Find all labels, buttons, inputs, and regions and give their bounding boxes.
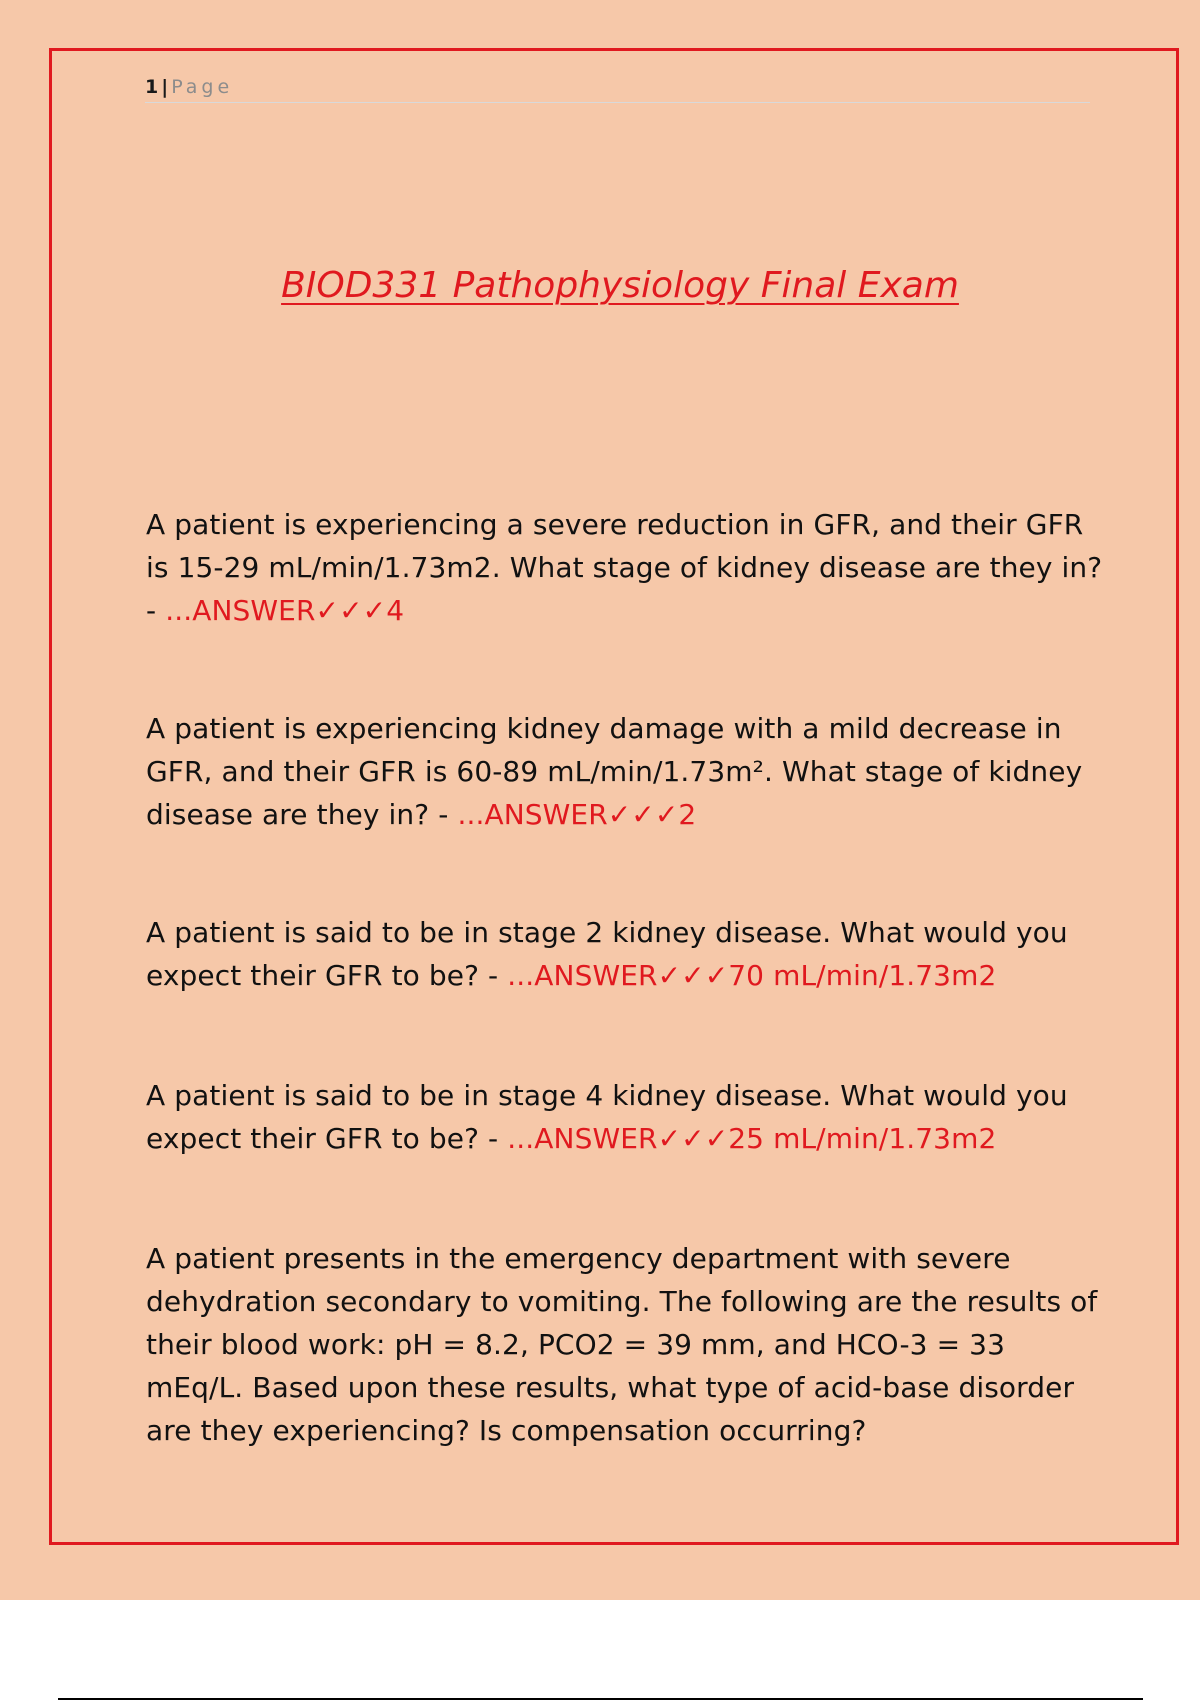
- question-text: A patient is experiencing a severe reduction in GFR, and their GFR is 15-29 mL/min/1.73m2. What stage of kidney disease are they in? -: [146, 508, 1103, 627]
- answer-text: ...ANSWER✓✓✓2: [457, 798, 697, 831]
- question-block-4: [146, 1074, 1106, 1160]
- answer-text: ...ANSWER✓✓✓25 mL/min/1.73m2: [507, 1122, 997, 1155]
- page-header-separator: |: [161, 76, 169, 98]
- page-header: [145, 74, 1090, 103]
- question-text: A patient is said to be in stage 4 kidney disease. What would you expect their GFR to be? -: [146, 1079, 1068, 1155]
- question-text: A patient presents in the emergency department with severe dehydration secondary to vomiting. The following are the results of their blood work: pH = 8.2, PCO2 = 39 mm, and HCO-3 = 33 mEq/L. Based upon these results, what type of acid-base disorder are they experiencing? Is compensation occurring?: [146, 1242, 1098, 1447]
- question-block-5: [146, 1237, 1106, 1452]
- question-block-2: [146, 707, 1106, 836]
- question-block-1: [146, 503, 1106, 632]
- page-label: Page: [171, 76, 234, 98]
- document-title: BIOD331 Pathophysiology Final Exam: [281, 265, 959, 306]
- question-text: A patient is said to be in stage 2 kidney disease. What would you expect their GFR to be? -: [146, 916, 1068, 992]
- answer-text: ...ANSWER✓✓✓70 mL/min/1.73m2: [507, 959, 997, 992]
- question-block-3: [146, 911, 1106, 997]
- answer-text: ...ANSWER✓✓✓4: [165, 594, 405, 627]
- question-text: A patient is experiencing kidney damage with a mild decrease in GFR, and their GFR is 60-89 mL/min/1.73m². What stage of kidney disease are they in? -: [146, 712, 1083, 831]
- page-number: 1: [145, 76, 159, 98]
